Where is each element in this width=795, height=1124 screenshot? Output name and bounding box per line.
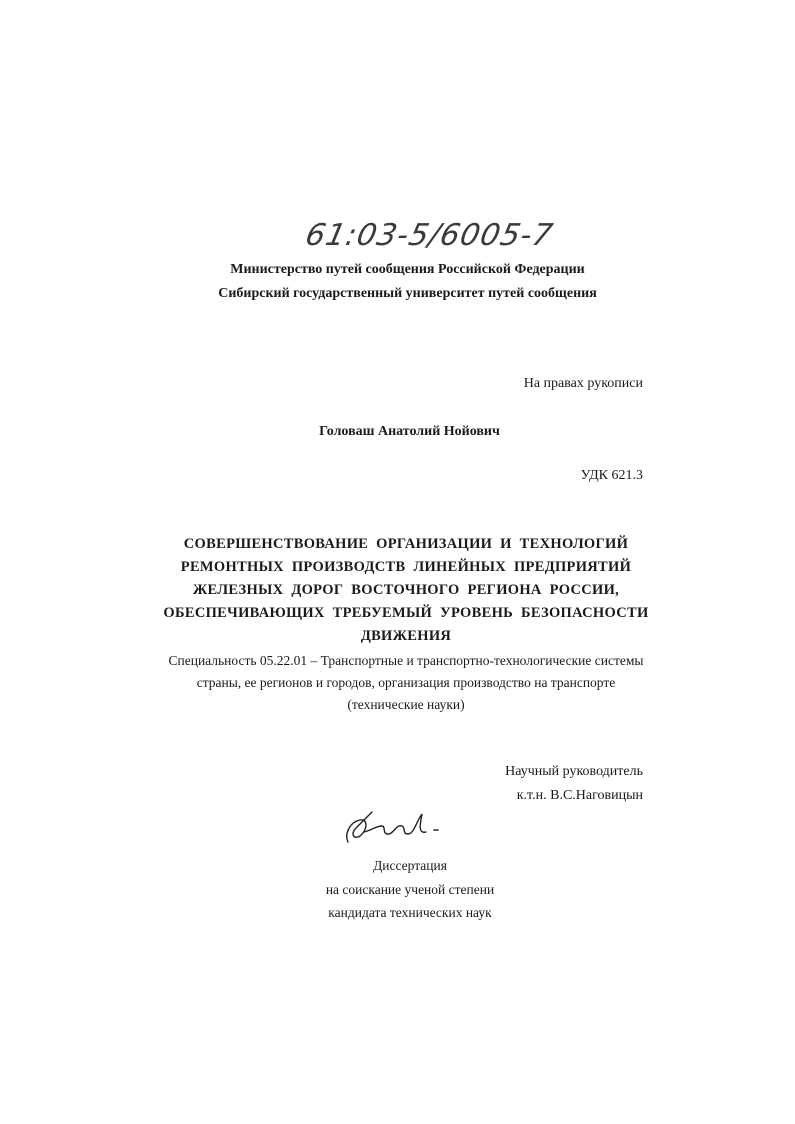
author-name: Головаш Анатолий Нойович (319, 424, 500, 439)
dissertation-info (210, 854, 610, 925)
udk-code: УДК 621.3 (580, 468, 643, 483)
ministry-name: Министерство путей сообщения Российской Федерации (230, 262, 585, 277)
dissertation-title (150, 533, 662, 648)
specialty-block (150, 650, 662, 716)
author-signature (342, 804, 452, 850)
title-line: ДВИЖЕНИЯ (360, 628, 452, 644)
specialty-line: (технические науки) (347, 697, 465, 712)
supervisor-role: Научный руководитель (505, 764, 643, 779)
specialty-line: Специальность 05.22.01 – Транспортные и транспортно-технологические системы (168, 653, 644, 668)
university-name: Сибирский государственный университет путей сообщения (218, 286, 597, 301)
dissertation-line: Диссертация (373, 858, 447, 873)
title-line: ОБЕСПЕЧИВАЮЩИХ ТРЕБУЕМЫЙ УРОВЕНЬ БЕЗОПАСНОСТИ (163, 605, 649, 621)
dissertation-line: на соискание ученой степени (325, 881, 495, 897)
dissertation-line: кандидата технических наук (328, 905, 492, 920)
handwritten-archive-number (296, 208, 557, 268)
manuscript-rights: На правах рукописи (523, 376, 643, 391)
title-line: РЕМОНТНЫХ ПРОИЗВОДСТВ ЛИНЕЙНЫХ ПРЕДПРИЯТИЙ (180, 559, 632, 575)
title-line: ЖЕЛЕЗНЫХ ДОРОГ ВОСТОЧНОГО РЕГИОНА РОССИИ, (192, 582, 620, 598)
handwritten-archive-text: 61:03-5/6005-7 (302, 218, 557, 253)
title-line: СОВЕРШЕНСТВОВАНИЕ ОРГАНИЗАЦИИ И ТЕХНОЛОГИЙ (183, 536, 629, 552)
specialty-line: страны, ее регионов и городов, организация производство на транспорте (196, 675, 616, 690)
supervisor-name: к.т.н. В.С.Наговицын (516, 788, 643, 803)
